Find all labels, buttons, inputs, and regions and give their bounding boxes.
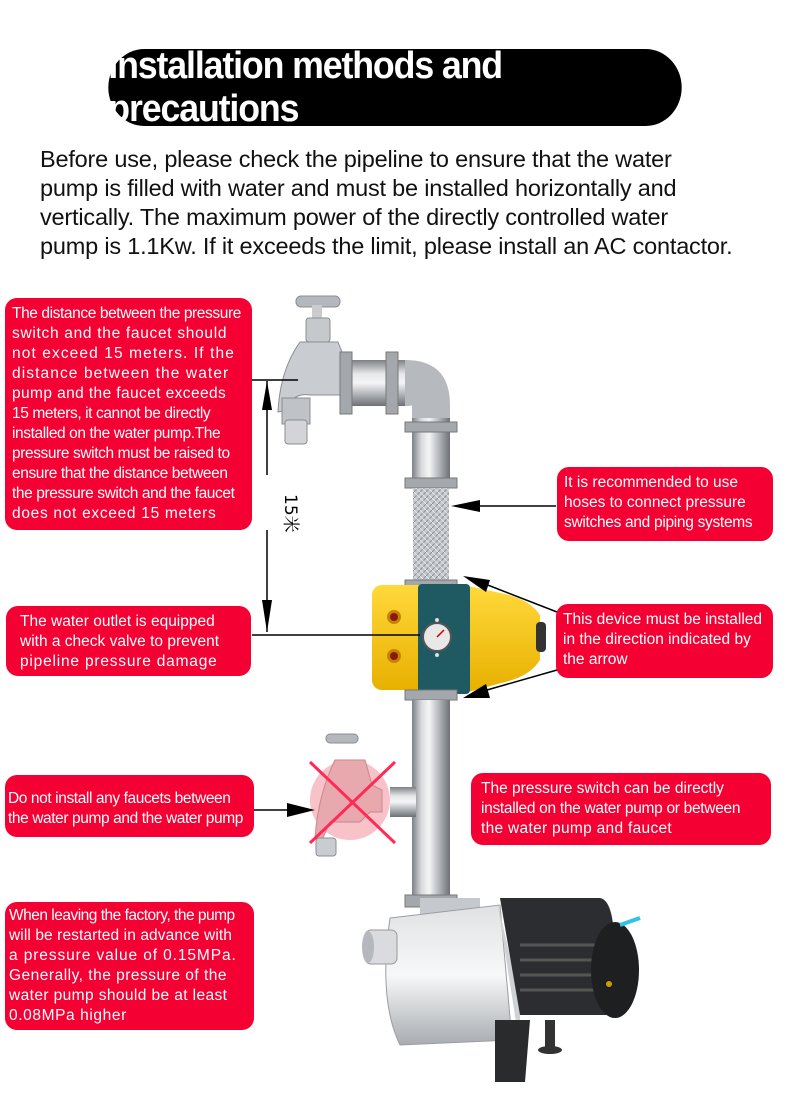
note-switch-placement [471,773,771,845]
note-line: 15 meters, it cannot be directly [12,405,211,422]
note-install-direction [556,604,773,678]
intro-line: pump is filled with water and must be installed horizontally and [40,175,677,201]
water-pump-icon [362,898,640,1082]
note-line: installed on the water pump.The [12,425,221,442]
arrow-left-icon [451,500,480,512]
pipe-elbow [340,352,457,488]
top-faucet-icon [278,296,350,444]
note-line: the pressure switch and the faucet [12,485,235,502]
note-line: installed on the water pump or between [481,800,741,817]
note-line: distance between the water [12,365,230,382]
arrow-up-icon [262,381,272,410]
note-line: The water outlet is equipped [20,613,215,630]
note-line: ensure that the distance between [12,465,228,482]
intro-line: pump is 1.1Kw. If it exceeds the limit, please install an AC contactor. [40,233,733,259]
note-line: switches and piping systems [564,514,753,531]
pressure-switch-icon [372,584,546,694]
braided-hose [413,488,449,588]
note-line: the arrow [563,651,628,668]
note-line: When leaving the factory, the pump [9,907,235,924]
note-line: in the direction indicated by [563,631,751,648]
note-line: The distance between the pressure [12,305,241,322]
lower-pipe [412,700,450,900]
note-line: 0.08MPa higher [9,1007,127,1024]
note-distance-limit [5,298,252,530]
note-line: the water pump and the water pump [8,810,243,827]
dimension-label: 15米 [280,494,300,533]
note-line: This device must be installed [563,611,763,628]
note-line: pressure switch must be raised to [12,445,230,462]
arrow-down-icon [262,600,272,632]
note-line: switch and the faucet should [12,325,228,342]
note-line: with a check valve to prevent [20,633,220,650]
note-line: It is recommended to use [564,474,739,491]
note-line: Generally, the pressure of the [9,967,228,984]
intro-line: vertically. The maximum power of the directly controlled water [40,204,668,230]
note-line: a pressure value of 0.15MPa. [9,947,237,964]
forbidden-faucet-icon [310,734,395,856]
page-title: Installation methods and precautions [108,49,681,126]
note-check-valve [6,606,251,676]
note-line: not exceed 15 meters. If the [12,345,235,362]
note-line: will be restarted in advance with [9,927,232,944]
note-line: the water pump and faucet [481,820,673,837]
note-line: water pump should be at least [9,987,228,1004]
intro-line: Before use, please check the pipeline to ensure that the water [40,146,672,172]
note-no-faucets [5,775,254,837]
note-line: hoses to connect pressure [564,494,746,511]
note-line: pipeline pressure damage [20,653,218,670]
note-line: does not exceed 15 meters [12,505,217,522]
note-line: Do not install any faucets between [8,790,231,807]
note-factory-pressure [5,902,254,1030]
note-line: pump and the faucet exceeds [12,385,227,402]
note-use-hoses [557,467,773,541]
note-line: The pressure switch can be directly [481,780,724,797]
